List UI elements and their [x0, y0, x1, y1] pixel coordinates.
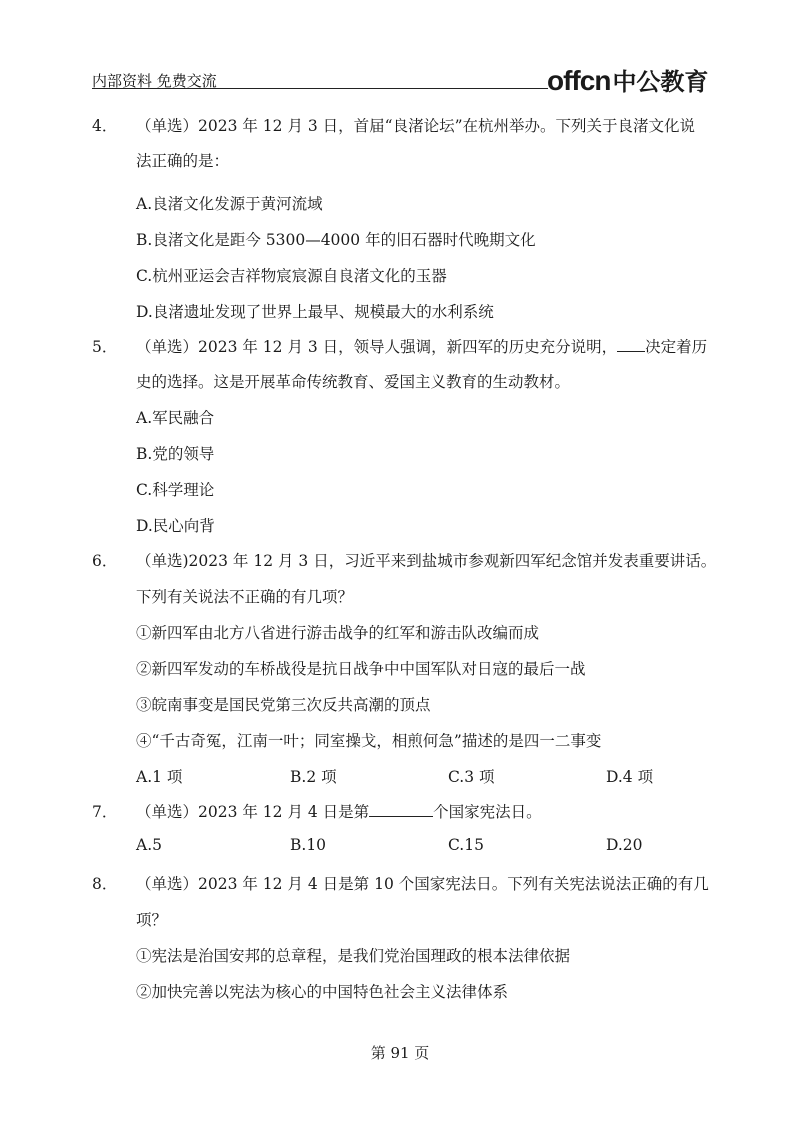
statement-2: ②新四军发动的车桥战役是抗日战争中中国军队对日寇的最后一战 — [136, 660, 586, 678]
question-number: 7． — [92, 803, 118, 821]
statement-1: ①新四军由北方八省进行游击战争的红军和游击队改编而成 — [136, 624, 540, 642]
statement-3: ③皖南事变是国民党第三次反共高潮的顶点 — [136, 696, 431, 714]
options-row — [92, 836, 706, 856]
question-4-line-1 — [92, 114, 695, 136]
page-header — [92, 65, 709, 96]
question-number: 6． — [92, 552, 118, 570]
option-c: C.杭州亚运会吉祥物宸宸源自良渚文化的玉器 — [136, 267, 447, 285]
option-b: B.党的领导 — [136, 445, 215, 463]
question-number: 5． — [92, 338, 118, 356]
options-row — [92, 765, 706, 785]
option-c: C.科学理论 — [136, 481, 215, 499]
option-d: D.20 — [606, 836, 643, 854]
option-b: B.2 项 — [290, 768, 337, 786]
option-c: C.3 项 — [448, 768, 495, 786]
statement-1: ①宪法是治国安邦的总章程，是我们党治国理政的根本法律依据 — [136, 947, 571, 965]
page-number: 第 91 页 — [370, 1044, 430, 1062]
answer-blank — [369, 802, 433, 817]
option-b: B.良渚文化是距今 5300—4000 年的旧石器时代晚期文化 — [136, 231, 536, 249]
question-5-line-2: 史的选择。这是开展革命传统教育、爱国主义教育的生动教材。 — [136, 373, 571, 391]
question-6-line-2: 下列有关说法不正确的有几项？ — [136, 588, 354, 606]
option-d: D.良渚遗址发现了世界上最早、规模最大的水利系统 — [136, 303, 494, 321]
question-text-continued: 决定着历 — [645, 338, 708, 356]
header-label: 内部资料 免费交流 — [92, 72, 217, 90]
answer-blank — [617, 337, 645, 352]
question-text: （单选）2023 年 12 月 3 日，领导人强调，新四军的历史充分说明， — [136, 338, 618, 356]
question-7-line-1 — [92, 800, 542, 822]
question-text: （单选）2023 年 12 月 4 日是第 10 个国家宪法日。下列有关宪法说法正确的有几 — [136, 875, 709, 893]
logo-latin-text: offcn — [547, 65, 611, 96]
question-number: 8． — [92, 875, 118, 893]
option-a: A.良渚文化发源于黄河流域 — [136, 195, 323, 213]
question-number: 4． — [92, 117, 118, 135]
question-text-continued: 个国家宪法日。 — [433, 803, 542, 821]
question-5-line-1 — [92, 335, 707, 357]
option-d: D.4 项 — [606, 768, 654, 786]
question-text: （单选）2023 年 12 月 3 日，首届“良渚论坛”在杭州举办。下列关于良渚文化说 — [136, 117, 696, 135]
option-a: A.5 — [136, 836, 162, 854]
option-c: C.15 — [448, 836, 484, 854]
question-8-line-2: 项？ — [136, 911, 168, 929]
question-text: （单选)2023 年 12 月 3 日，习近平来到盐城市参观新四军纪念馆并发表重要讲话。 — [136, 552, 717, 570]
option-b: B.10 — [290, 836, 327, 854]
statement-4: ④“千古奇冤，江南一叶；同室操戈，相煎何急”描述的是四一二事变 — [136, 732, 602, 750]
statement-2: ②加快完善以宪法为核心的中国特色社会主义法律体系 — [136, 983, 509, 1001]
offcn-logo — [547, 62, 708, 97]
header-rule — [92, 88, 548, 89]
option-d: D.民心向背 — [136, 517, 215, 535]
option-a: A.1 项 — [136, 768, 183, 786]
logo-cn-text: 中公教育 — [612, 68, 709, 96]
question-4-line-2: 法正确的是： — [136, 152, 230, 170]
question-text: （单选）2023 年 12 月 4 日是第 — [136, 803, 370, 821]
question-6-line-1 — [92, 549, 716, 571]
option-a: A.军民融合 — [136, 409, 215, 427]
question-8-line-1 — [92, 872, 709, 894]
